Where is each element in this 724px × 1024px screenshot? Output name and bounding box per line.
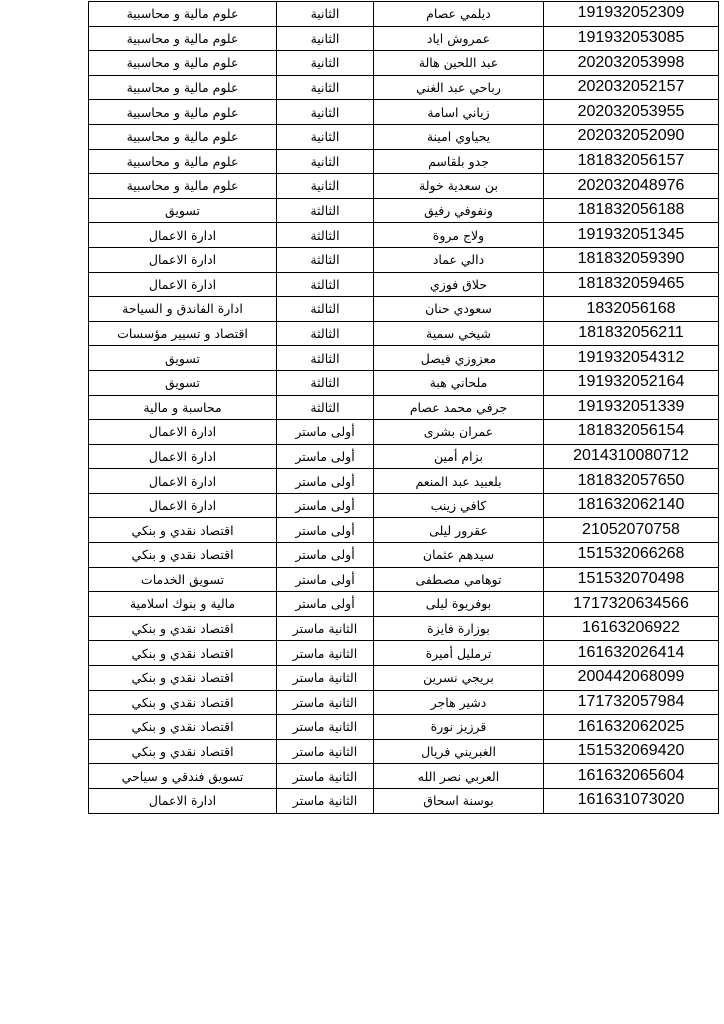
cell-id: 191932052309 <box>544 2 719 27</box>
students-table <box>88 1 719 814</box>
cell-specialty: علوم مالية و محاسبية <box>89 149 277 174</box>
cell-id: 181832059465 <box>544 272 719 297</box>
cell-id: 1717320634566 <box>544 592 719 617</box>
cell-specialty: اقتصاد نقدي و بنكي <box>89 543 277 568</box>
table-row <box>89 297 719 322</box>
cell-id: 191932052164 <box>544 370 719 395</box>
cell-id: 161631073020 <box>544 789 719 814</box>
cell-specialty: تسويق الخدمات <box>89 567 277 592</box>
cell-id: 2014310080712 <box>544 444 719 469</box>
cell-level: الثالثة <box>277 370 374 395</box>
table-row <box>89 493 719 518</box>
cell-specialty: اقتصاد نقدي و بنكي <box>89 666 277 691</box>
table-row <box>89 2 719 27</box>
cell-name: بزام أمين <box>374 444 544 469</box>
cell-id: 202032048976 <box>544 174 719 199</box>
cell-name: بوزارة فايزة <box>374 616 544 641</box>
cell-specialty: علوم مالية و محاسبية <box>89 124 277 149</box>
cell-specialty: ادارة الاعمال <box>89 469 277 494</box>
cell-level: أولى ماستر <box>277 567 374 592</box>
table-row <box>89 75 719 100</box>
cell-name: دالي عماد <box>374 247 544 272</box>
table-row <box>89 51 719 76</box>
table-row <box>89 715 719 740</box>
cell-id: 181632062140 <box>544 493 719 518</box>
cell-level: الثانية <box>277 149 374 174</box>
table-row <box>89 592 719 617</box>
cell-id: 181832057650 <box>544 469 719 494</box>
cell-level: الثانية ماستر <box>277 641 374 666</box>
cell-id: 191932051339 <box>544 395 719 420</box>
cell-specialty: ادارة الاعمال <box>89 247 277 272</box>
cell-specialty: تسويق <box>89 198 277 223</box>
table-row <box>89 174 719 199</box>
cell-specialty: ادارة الفاندق و السياحة <box>89 297 277 322</box>
cell-id: 191932053085 <box>544 26 719 51</box>
table-row <box>89 149 719 174</box>
cell-id: 181832056188 <box>544 198 719 223</box>
cell-specialty: محاسبة و مالية <box>89 395 277 420</box>
cell-level: أولى ماستر <box>277 592 374 617</box>
table-row <box>89 124 719 149</box>
cell-name: جرفي محمد عصام <box>374 395 544 420</box>
cell-level: الثالثة <box>277 223 374 248</box>
cell-specialty: اقتصاد نقدي و بنكي <box>89 641 277 666</box>
table-row <box>89 346 719 371</box>
cell-id: 181832056157 <box>544 149 719 174</box>
table-row <box>89 198 719 223</box>
table-row <box>89 616 719 641</box>
cell-level: الثانية <box>277 51 374 76</box>
cell-level: أولى ماستر <box>277 469 374 494</box>
cell-name: عمران بشرى <box>374 420 544 445</box>
table-row <box>89 272 719 297</box>
cell-level: أولى ماستر <box>277 493 374 518</box>
cell-name: جدو بلقاسم <box>374 149 544 174</box>
table-row <box>89 518 719 543</box>
table-row <box>89 223 719 248</box>
cell-name: توهامي مصطفى <box>374 567 544 592</box>
cell-level: الثانية ماستر <box>277 715 374 740</box>
cell-specialty: ادارة الاعمال <box>89 272 277 297</box>
cell-level: الثانية <box>277 26 374 51</box>
cell-name: كافي زينب <box>374 493 544 518</box>
cell-id: 161632026414 <box>544 641 719 666</box>
cell-id: 151532069420 <box>544 739 719 764</box>
table-row <box>89 789 719 814</box>
table-row <box>89 764 719 789</box>
cell-level: الثانية <box>277 75 374 100</box>
table-row <box>89 666 719 691</box>
cell-id: 200442068099 <box>544 666 719 691</box>
cell-name: بلعبيد عبد المنعم <box>374 469 544 494</box>
cell-level: أولى ماستر <box>277 420 374 445</box>
cell-id: 16163206922 <box>544 616 719 641</box>
cell-name: ترمليل أميرة <box>374 641 544 666</box>
cell-specialty: علوم مالية و محاسبية <box>89 2 277 27</box>
cell-name: ملحاني هبة <box>374 370 544 395</box>
cell-id: 171732057984 <box>544 690 719 715</box>
cell-name: حلاق فوزي <box>374 272 544 297</box>
cell-id: 202032053955 <box>544 100 719 125</box>
students-table-body <box>89 2 719 814</box>
cell-level: الثالثة <box>277 297 374 322</box>
cell-name: يحياوي امينة <box>374 124 544 149</box>
cell-specialty: اقتصاد و تسيير مؤسسات <box>89 321 277 346</box>
cell-id: 202032052090 <box>544 124 719 149</box>
table-row <box>89 100 719 125</box>
table-row <box>89 469 719 494</box>
cell-specialty: ادارة الاعمال <box>89 444 277 469</box>
cell-specialty: تسويق فندقي و سياحي <box>89 764 277 789</box>
cell-specialty: اقتصاد نقدي و بنكي <box>89 739 277 764</box>
cell-id: 161632062025 <box>544 715 719 740</box>
cell-id: 151532070498 <box>544 567 719 592</box>
cell-level: الثالثة <box>277 321 374 346</box>
cell-specialty: مالية و بنوك اسلامية <box>89 592 277 617</box>
table-row <box>89 420 719 445</box>
cell-level: الثانية <box>277 174 374 199</box>
cell-name: الغبريني فريال <box>374 739 544 764</box>
cell-specialty: اقتصاد نقدي و بنكي <box>89 715 277 740</box>
table-row <box>89 444 719 469</box>
cell-level: الثانية ماستر <box>277 666 374 691</box>
cell-level: الثالثة <box>277 395 374 420</box>
cell-name: ولاج مروة <box>374 223 544 248</box>
cell-name: العربي نصر الله <box>374 764 544 789</box>
cell-name: رباحي عبد الغني <box>374 75 544 100</box>
cell-level: الثانية ماستر <box>277 764 374 789</box>
cell-id: 161632065604 <box>544 764 719 789</box>
cell-level: الثانية ماستر <box>277 616 374 641</box>
cell-level: أولى ماستر <box>277 518 374 543</box>
cell-level: الثانية ماستر <box>277 690 374 715</box>
cell-level: أولى ماستر <box>277 444 374 469</box>
cell-specialty: ادارة الاعمال <box>89 420 277 445</box>
cell-name: عمروش اياد <box>374 26 544 51</box>
cell-level: الثانية <box>277 2 374 27</box>
table-row <box>89 567 719 592</box>
cell-level: أولى ماستر <box>277 543 374 568</box>
cell-id: 151532066268 <box>544 543 719 568</box>
cell-id: 181832056154 <box>544 420 719 445</box>
cell-name: قرزيز نورة <box>374 715 544 740</box>
cell-specialty: علوم مالية و محاسبية <box>89 26 277 51</box>
cell-level: الثالثة <box>277 198 374 223</box>
table-row <box>89 395 719 420</box>
cell-specialty: اقتصاد نقدي و بنكي <box>89 518 277 543</box>
cell-level: الثالثة <box>277 346 374 371</box>
cell-level: الثانية <box>277 124 374 149</box>
cell-id: 202032053998 <box>544 51 719 76</box>
cell-specialty: اقتصاد نقدي و بنكي <box>89 616 277 641</box>
cell-name: بريجي نسرين <box>374 666 544 691</box>
cell-level: الثالثة <box>277 247 374 272</box>
cell-specialty: تسويق <box>89 346 277 371</box>
cell-name: بن سعدية خولة <box>374 174 544 199</box>
cell-level: الثالثة <box>277 272 374 297</box>
cell-name: ونفوفي رفيق <box>374 198 544 223</box>
cell-id: 202032052157 <box>544 75 719 100</box>
cell-name: سعودي حنان <box>374 297 544 322</box>
cell-specialty: علوم مالية و محاسبية <box>89 174 277 199</box>
cell-specialty: تسويق <box>89 370 277 395</box>
cell-level: الثانية <box>277 100 374 125</box>
cell-id: 191932051345 <box>544 223 719 248</box>
cell-specialty: علوم مالية و محاسبية <box>89 75 277 100</box>
cell-specialty: علوم مالية و محاسبية <box>89 51 277 76</box>
cell-name: شيخي سمية <box>374 321 544 346</box>
table-row <box>89 370 719 395</box>
cell-name: ديلمي عصام <box>374 2 544 27</box>
cell-specialty: علوم مالية و محاسبية <box>89 100 277 125</box>
cell-specialty: ادارة الاعمال <box>89 789 277 814</box>
cell-name: زياني اسامة <box>374 100 544 125</box>
cell-level: الثانية ماستر <box>277 789 374 814</box>
cell-name: بوفريوة ليلى <box>374 592 544 617</box>
cell-specialty: ادارة الاعمال <box>89 493 277 518</box>
cell-id: 21052070758 <box>544 518 719 543</box>
table-row <box>89 321 719 346</box>
cell-name: سيدهم عثمان <box>374 543 544 568</box>
cell-name: عقرور ليلى <box>374 518 544 543</box>
cell-id: 181832056211 <box>544 321 719 346</box>
cell-id: 191932054312 <box>544 346 719 371</box>
table-row <box>89 26 719 51</box>
table-row <box>89 690 719 715</box>
cell-name: عبد اللحين هالة <box>374 51 544 76</box>
cell-id: 181832059390 <box>544 247 719 272</box>
cell-id: 1832056168 <box>544 297 719 322</box>
cell-specialty: ادارة الاعمال <box>89 223 277 248</box>
cell-name: دشير هاجر <box>374 690 544 715</box>
cell-specialty: اقتصاد نقدي و بنكي <box>89 690 277 715</box>
cell-name: معزوزي فيصل <box>374 346 544 371</box>
table-row <box>89 641 719 666</box>
table-row <box>89 739 719 764</box>
table-row <box>89 247 719 272</box>
cell-level: الثانية ماستر <box>277 739 374 764</box>
table-row <box>89 543 719 568</box>
cell-name: بوسنة اسحاق <box>374 789 544 814</box>
